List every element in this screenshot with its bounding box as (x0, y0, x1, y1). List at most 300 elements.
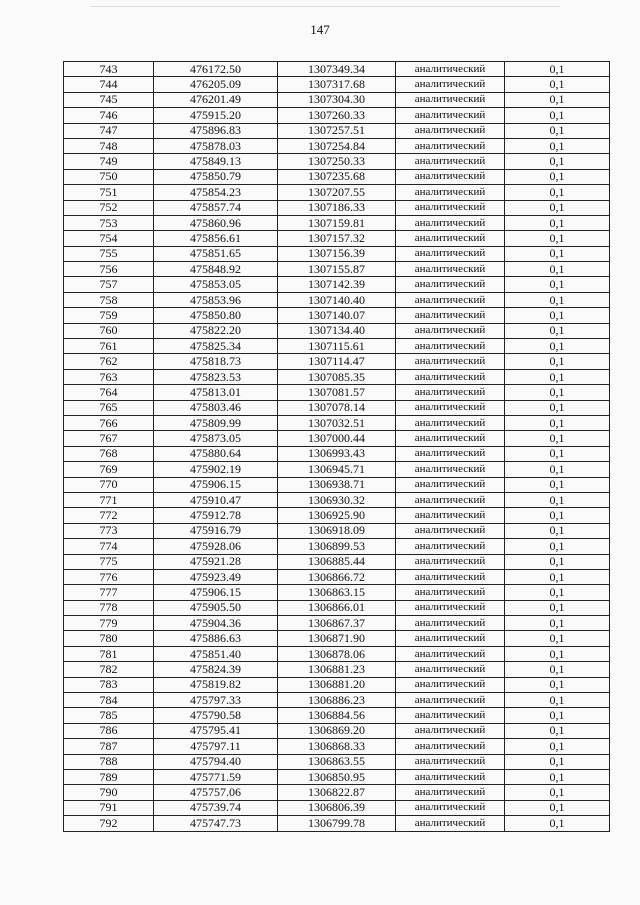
x-coordinate-cell: 475854.23 (154, 185, 278, 200)
point-number-cell: 743 (64, 62, 154, 77)
accuracy-cell: 0,1 (505, 646, 610, 661)
point-number-cell: 792 (64, 816, 154, 831)
method-cell: аналитический (396, 616, 505, 631)
y-coordinate-cell: 1306822.87 (278, 785, 396, 800)
point-number-cell: 784 (64, 693, 154, 708)
x-coordinate-cell: 475923.49 (154, 569, 278, 584)
y-coordinate-cell: 1306866.72 (278, 569, 396, 584)
x-coordinate-cell: 475790.58 (154, 708, 278, 723)
point-number-cell: 755 (64, 246, 154, 261)
table-row (64, 415, 610, 430)
x-coordinate-cell: 475857.74 (154, 200, 278, 215)
table-row (64, 462, 610, 477)
accuracy-cell: 0,1 (505, 292, 610, 307)
table-row (64, 185, 610, 200)
method-cell: аналитический (396, 739, 505, 754)
x-coordinate-cell: 475904.36 (154, 616, 278, 631)
accuracy-cell: 0,1 (505, 508, 610, 523)
point-number-cell: 760 (64, 323, 154, 338)
method-cell: аналитический (396, 185, 505, 200)
table-row (64, 785, 610, 800)
method-cell: аналитический (396, 323, 505, 338)
y-coordinate-cell: 1306799.78 (278, 816, 396, 831)
table-row (64, 62, 610, 77)
point-number-cell: 789 (64, 769, 154, 784)
table-row (64, 339, 610, 354)
x-coordinate-cell: 475849.13 (154, 154, 278, 169)
accuracy-cell: 0,1 (505, 169, 610, 184)
method-cell: аналитический (396, 492, 505, 507)
accuracy-cell: 0,1 (505, 354, 610, 369)
accuracy-cell: 0,1 (505, 385, 610, 400)
table-row (64, 215, 610, 230)
method-cell: аналитический (396, 231, 505, 246)
x-coordinate-cell: 475878.03 (154, 138, 278, 153)
point-number-cell: 779 (64, 616, 154, 631)
table-row (64, 477, 610, 492)
method-cell: аналитический (396, 708, 505, 723)
accuracy-cell: 0,1 (505, 569, 610, 584)
y-coordinate-cell: 1307142.39 (278, 277, 396, 292)
method-cell: аналитический (396, 385, 505, 400)
y-coordinate-cell: 1307317.68 (278, 77, 396, 92)
accuracy-cell: 0,1 (505, 77, 610, 92)
accuracy-cell: 0,1 (505, 462, 610, 477)
y-coordinate-cell: 1306869.20 (278, 723, 396, 738)
accuracy-cell: 0,1 (505, 323, 610, 338)
table-row (64, 508, 610, 523)
point-number-cell: 747 (64, 123, 154, 138)
y-coordinate-cell: 1306863.55 (278, 754, 396, 769)
method-cell: аналитический (396, 215, 505, 230)
x-coordinate-cell: 475797.11 (154, 739, 278, 754)
method-cell: аналитический (396, 308, 505, 323)
method-cell: аналитический (396, 77, 505, 92)
table-row (64, 492, 610, 507)
method-cell: аналитический (396, 169, 505, 184)
x-coordinate-cell: 475906.15 (154, 585, 278, 600)
method-cell: аналитический (396, 539, 505, 554)
accuracy-cell: 0,1 (505, 554, 610, 569)
method-cell: аналитический (396, 662, 505, 677)
table-row (64, 323, 610, 338)
y-coordinate-cell: 1307207.55 (278, 185, 396, 200)
x-coordinate-cell: 475851.65 (154, 246, 278, 261)
x-coordinate-cell: 475915.20 (154, 108, 278, 123)
accuracy-cell: 0,1 (505, 739, 610, 754)
accuracy-cell: 0,1 (505, 662, 610, 677)
point-number-cell: 765 (64, 400, 154, 415)
method-cell: аналитический (396, 123, 505, 138)
table-row (64, 739, 610, 754)
x-coordinate-cell: 475860.96 (154, 215, 278, 230)
method-cell: аналитический (396, 693, 505, 708)
accuracy-cell: 0,1 (505, 769, 610, 784)
x-coordinate-cell: 475747.73 (154, 816, 278, 831)
accuracy-cell: 0,1 (505, 185, 610, 200)
y-coordinate-cell: 1307134.40 (278, 323, 396, 338)
table-row (64, 154, 610, 169)
table-row (64, 569, 610, 584)
y-coordinate-cell: 1307140.07 (278, 308, 396, 323)
accuracy-cell: 0,1 (505, 138, 610, 153)
x-coordinate-cell: 475739.74 (154, 800, 278, 815)
method-cell: аналитический (396, 154, 505, 169)
accuracy-cell: 0,1 (505, 585, 610, 600)
point-number-cell: 788 (64, 754, 154, 769)
x-coordinate-cell: 475797.33 (154, 693, 278, 708)
y-coordinate-cell: 1306867.37 (278, 616, 396, 631)
point-number-cell: 759 (64, 308, 154, 323)
y-coordinate-cell: 1307156.39 (278, 246, 396, 261)
method-cell: аналитический (396, 723, 505, 738)
point-number-cell: 763 (64, 369, 154, 384)
point-number-cell: 746 (64, 108, 154, 123)
point-number-cell: 778 (64, 600, 154, 615)
accuracy-cell: 0,1 (505, 708, 610, 723)
method-cell: аналитический (396, 754, 505, 769)
table-row (64, 523, 610, 538)
accuracy-cell: 0,1 (505, 215, 610, 230)
point-number-cell: 758 (64, 292, 154, 307)
x-coordinate-cell: 475809.99 (154, 415, 278, 430)
y-coordinate-cell: 1306886.23 (278, 693, 396, 708)
method-cell: аналитический (396, 800, 505, 815)
point-number-cell: 769 (64, 462, 154, 477)
x-coordinate-cell: 475902.19 (154, 462, 278, 477)
y-coordinate-cell: 1307304.30 (278, 92, 396, 107)
y-coordinate-cell: 1306881.20 (278, 677, 396, 692)
x-coordinate-cell: 475771.59 (154, 769, 278, 784)
method-cell: аналитический (396, 292, 505, 307)
y-coordinate-cell: 1307235.68 (278, 169, 396, 184)
x-coordinate-cell: 475822.20 (154, 323, 278, 338)
method-cell: аналитический (396, 369, 505, 384)
x-coordinate-cell: 475794.40 (154, 754, 278, 769)
point-number-cell: 782 (64, 662, 154, 677)
y-coordinate-cell: 1306918.09 (278, 523, 396, 538)
x-coordinate-cell: 475853.96 (154, 292, 278, 307)
x-coordinate-cell: 475819.82 (154, 677, 278, 692)
table-row (64, 754, 610, 769)
table-row (64, 631, 610, 646)
accuracy-cell: 0,1 (505, 600, 610, 615)
coordinates-table-body (64, 62, 610, 832)
table-row (64, 262, 610, 277)
y-coordinate-cell: 1307115.61 (278, 339, 396, 354)
accuracy-cell: 0,1 (505, 431, 610, 446)
accuracy-cell: 0,1 (505, 339, 610, 354)
table-row (64, 693, 610, 708)
x-coordinate-cell: 475851.40 (154, 646, 278, 661)
x-coordinate-cell: 475825.34 (154, 339, 278, 354)
y-coordinate-cell: 1307140.40 (278, 292, 396, 307)
point-number-cell: 751 (64, 185, 154, 200)
table-row (64, 400, 610, 415)
x-coordinate-cell: 476205.09 (154, 77, 278, 92)
point-number-cell: 772 (64, 508, 154, 523)
table-row (64, 800, 610, 815)
point-number-cell: 790 (64, 785, 154, 800)
table-row (64, 616, 610, 631)
point-number-cell: 785 (64, 708, 154, 723)
x-coordinate-cell: 475848.92 (154, 262, 278, 277)
y-coordinate-cell: 1306930.32 (278, 492, 396, 507)
scan-edge-line (90, 6, 560, 7)
table-row (64, 816, 610, 831)
y-coordinate-cell: 1306806.39 (278, 800, 396, 815)
method-cell: аналитический (396, 569, 505, 584)
y-coordinate-cell: 1307078.14 (278, 400, 396, 415)
accuracy-cell: 0,1 (505, 539, 610, 554)
method-cell: аналитический (396, 62, 505, 77)
table-row (64, 662, 610, 677)
accuracy-cell: 0,1 (505, 785, 610, 800)
table-row (64, 246, 610, 261)
table-row (64, 385, 610, 400)
method-cell: аналитический (396, 138, 505, 153)
table-row (64, 431, 610, 446)
method-cell: аналитический (396, 677, 505, 692)
x-coordinate-cell: 475896.83 (154, 123, 278, 138)
x-coordinate-cell: 475906.15 (154, 477, 278, 492)
x-coordinate-cell: 475850.79 (154, 169, 278, 184)
table-row (64, 446, 610, 461)
table-row (64, 231, 610, 246)
accuracy-cell: 0,1 (505, 154, 610, 169)
x-coordinate-cell: 475910.47 (154, 492, 278, 507)
point-number-cell: 749 (64, 154, 154, 169)
accuracy-cell: 0,1 (505, 800, 610, 815)
accuracy-cell: 0,1 (505, 400, 610, 415)
x-coordinate-cell: 475853.05 (154, 277, 278, 292)
table-row (64, 723, 610, 738)
accuracy-cell: 0,1 (505, 246, 610, 261)
point-number-cell: 768 (64, 446, 154, 461)
point-number-cell: 754 (64, 231, 154, 246)
table-row (64, 169, 610, 184)
point-number-cell: 744 (64, 77, 154, 92)
x-coordinate-cell: 476201.49 (154, 92, 278, 107)
accuracy-cell: 0,1 (505, 723, 610, 738)
method-cell: аналитический (396, 523, 505, 538)
accuracy-cell: 0,1 (505, 446, 610, 461)
table-row (64, 277, 610, 292)
y-coordinate-cell: 1306868.33 (278, 739, 396, 754)
point-number-cell: 783 (64, 677, 154, 692)
coordinates-table (63, 61, 610, 832)
method-cell: аналитический (396, 92, 505, 107)
point-number-cell: 756 (64, 262, 154, 277)
x-coordinate-cell: 475850.80 (154, 308, 278, 323)
method-cell: аналитический (396, 508, 505, 523)
accuracy-cell: 0,1 (505, 754, 610, 769)
point-number-cell: 773 (64, 523, 154, 538)
x-coordinate-cell: 475928.06 (154, 539, 278, 554)
method-cell: аналитический (396, 631, 505, 646)
method-cell: аналитический (396, 200, 505, 215)
y-coordinate-cell: 1306993.43 (278, 446, 396, 461)
x-coordinate-cell: 475824.39 (154, 662, 278, 677)
table-row (64, 369, 610, 384)
y-coordinate-cell: 1307257.51 (278, 123, 396, 138)
table-row (64, 92, 610, 107)
accuracy-cell: 0,1 (505, 631, 610, 646)
method-cell: аналитический (396, 446, 505, 461)
accuracy-cell: 0,1 (505, 123, 610, 138)
method-cell: аналитический (396, 816, 505, 831)
y-coordinate-cell: 1306881.23 (278, 662, 396, 677)
point-number-cell: 766 (64, 415, 154, 430)
method-cell: аналитический (396, 400, 505, 415)
table-row (64, 77, 610, 92)
point-number-cell: 774 (64, 539, 154, 554)
accuracy-cell: 0,1 (505, 477, 610, 492)
point-number-cell: 748 (64, 138, 154, 153)
method-cell: аналитический (396, 108, 505, 123)
accuracy-cell: 0,1 (505, 200, 610, 215)
point-number-cell: 786 (64, 723, 154, 738)
point-number-cell: 764 (64, 385, 154, 400)
accuracy-cell: 0,1 (505, 62, 610, 77)
y-coordinate-cell: 1306884.56 (278, 708, 396, 723)
method-cell: аналитический (396, 262, 505, 277)
accuracy-cell: 0,1 (505, 523, 610, 538)
point-number-cell: 767 (64, 431, 154, 446)
point-number-cell: 777 (64, 585, 154, 600)
method-cell: аналитический (396, 415, 505, 430)
y-coordinate-cell: 1307349.34 (278, 62, 396, 77)
y-coordinate-cell: 1306878.06 (278, 646, 396, 661)
accuracy-cell: 0,1 (505, 677, 610, 692)
x-coordinate-cell: 475795.41 (154, 723, 278, 738)
accuracy-cell: 0,1 (505, 415, 610, 430)
x-coordinate-cell: 475818.73 (154, 354, 278, 369)
y-coordinate-cell: 1306899.53 (278, 539, 396, 554)
method-cell: аналитический (396, 477, 505, 492)
table-row (64, 708, 610, 723)
y-coordinate-cell: 1307032.51 (278, 415, 396, 430)
y-coordinate-cell: 1306850.95 (278, 769, 396, 784)
y-coordinate-cell: 1306863.15 (278, 585, 396, 600)
table-row (64, 108, 610, 123)
table-row (64, 600, 610, 615)
point-number-cell: 791 (64, 800, 154, 815)
table-row (64, 292, 610, 307)
method-cell: аналитический (396, 769, 505, 784)
accuracy-cell: 0,1 (505, 616, 610, 631)
method-cell: аналитический (396, 277, 505, 292)
method-cell: аналитический (396, 646, 505, 661)
method-cell: аналитический (396, 462, 505, 477)
y-coordinate-cell: 1307254.84 (278, 138, 396, 153)
method-cell: аналитический (396, 600, 505, 615)
x-coordinate-cell: 475873.05 (154, 431, 278, 446)
point-number-cell: 776 (64, 569, 154, 584)
x-coordinate-cell: 475803.46 (154, 400, 278, 415)
y-coordinate-cell: 1307155.87 (278, 262, 396, 277)
x-coordinate-cell: 475916.79 (154, 523, 278, 538)
y-coordinate-cell: 1306871.90 (278, 631, 396, 646)
accuracy-cell: 0,1 (505, 277, 610, 292)
y-coordinate-cell: 1306945.71 (278, 462, 396, 477)
point-number-cell: 761 (64, 339, 154, 354)
point-number-cell: 787 (64, 739, 154, 754)
x-coordinate-cell: 475813.01 (154, 385, 278, 400)
y-coordinate-cell: 1307000.44 (278, 431, 396, 446)
point-number-cell: 757 (64, 277, 154, 292)
table-row (64, 539, 610, 554)
method-cell: аналитический (396, 585, 505, 600)
point-number-cell: 745 (64, 92, 154, 107)
y-coordinate-cell: 1307186.33 (278, 200, 396, 215)
x-coordinate-cell: 475757.06 (154, 785, 278, 800)
table-row (64, 554, 610, 569)
point-number-cell: 770 (64, 477, 154, 492)
y-coordinate-cell: 1306866.01 (278, 600, 396, 615)
y-coordinate-cell: 1306925.90 (278, 508, 396, 523)
table-row (64, 585, 610, 600)
table-row (64, 646, 610, 661)
y-coordinate-cell: 1307250.33 (278, 154, 396, 169)
accuracy-cell: 0,1 (505, 231, 610, 246)
point-number-cell: 771 (64, 492, 154, 507)
point-number-cell: 762 (64, 354, 154, 369)
y-coordinate-cell: 1307159.81 (278, 215, 396, 230)
point-number-cell: 775 (64, 554, 154, 569)
table-row (64, 200, 610, 215)
method-cell: аналитический (396, 785, 505, 800)
method-cell: аналитический (396, 554, 505, 569)
table-row (64, 769, 610, 784)
point-number-cell: 780 (64, 631, 154, 646)
y-coordinate-cell: 1306938.71 (278, 477, 396, 492)
table-row (64, 677, 610, 692)
table-row (64, 138, 610, 153)
accuracy-cell: 0,1 (505, 369, 610, 384)
point-number-cell: 781 (64, 646, 154, 661)
x-coordinate-cell: 475912.78 (154, 508, 278, 523)
y-coordinate-cell: 1307260.33 (278, 108, 396, 123)
accuracy-cell: 0,1 (505, 92, 610, 107)
table-row (64, 123, 610, 138)
accuracy-cell: 0,1 (505, 816, 610, 831)
x-coordinate-cell: 475886.63 (154, 631, 278, 646)
y-coordinate-cell: 1307114.47 (278, 354, 396, 369)
point-number-cell: 753 (64, 215, 154, 230)
accuracy-cell: 0,1 (505, 108, 610, 123)
table-row (64, 308, 610, 323)
method-cell: аналитический (396, 431, 505, 446)
accuracy-cell: 0,1 (505, 492, 610, 507)
table-row (64, 354, 610, 369)
x-coordinate-cell: 476172.50 (154, 62, 278, 77)
x-coordinate-cell: 475921.28 (154, 554, 278, 569)
y-coordinate-cell: 1307157.32 (278, 231, 396, 246)
page-number: 147 (310, 22, 330, 37)
y-coordinate-cell: 1306885.44 (278, 554, 396, 569)
x-coordinate-cell: 475823.53 (154, 369, 278, 384)
y-coordinate-cell: 1307081.57 (278, 385, 396, 400)
method-cell: аналитический (396, 354, 505, 369)
x-coordinate-cell: 475880.64 (154, 446, 278, 461)
point-number-cell: 752 (64, 200, 154, 215)
x-coordinate-cell: 475856.61 (154, 231, 278, 246)
accuracy-cell: 0,1 (505, 262, 610, 277)
accuracy-cell: 0,1 (505, 308, 610, 323)
y-coordinate-cell: 1307085.35 (278, 369, 396, 384)
x-coordinate-cell: 475905.50 (154, 600, 278, 615)
